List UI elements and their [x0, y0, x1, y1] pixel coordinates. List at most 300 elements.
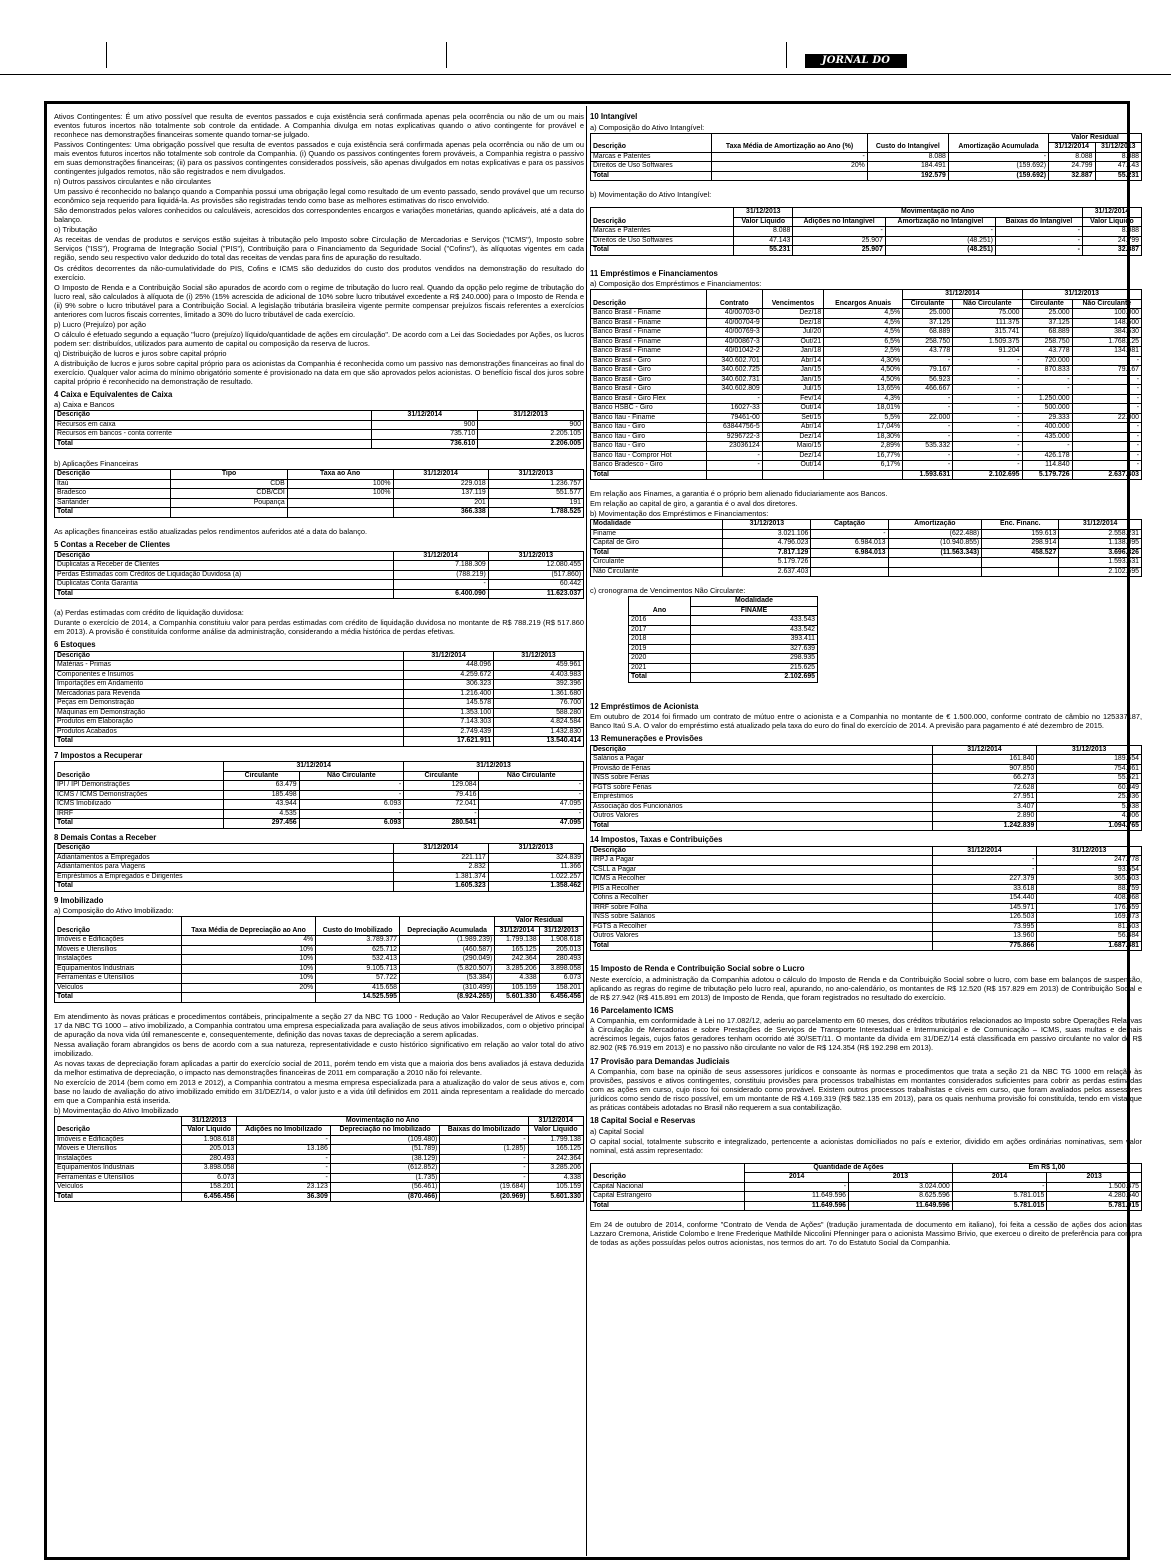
column-header: 31/12/2013 [488, 844, 583, 854]
table-cell: - [903, 423, 953, 433]
paragraph: Os créditos decorrentes da não-cumulatividade do PIS, Cofins e ICMS são deduzidos do custo dos produtos vendidos na demonstração do resultado do exercício. [54, 263, 584, 282]
table-cell: 40/00769-3 [706, 328, 762, 338]
table-cell: - [903, 432, 953, 442]
table-cell: Outros Valores [591, 812, 933, 822]
column-header: 31/12/2014 [1059, 520, 1142, 530]
table-cell: - [479, 809, 584, 819]
table-cell: 13.960 [932, 932, 1037, 942]
table-cell: Total [629, 673, 691, 683]
table-cell: - [952, 1182, 1047, 1192]
table-cell: - [903, 404, 953, 414]
table-cell: 1.788.525 [488, 508, 583, 518]
section-title: 8 Demais Contas a Receber [54, 832, 157, 842]
table-row [55, 781, 584, 791]
table-cell: - [953, 432, 1022, 442]
table-cell: 2.890 [932, 812, 1037, 822]
paragraph: No exercício de 2014 (bem como em 2013 e 2012), a Companhia contratou a mesma empresa especializada para a atualização do valor de seus ativos e, com base no laudo de avaliação do ativo imobilizado emitido em 31/DEZ/14, o valor justo e a vida útil definidos em 2011 ainda representam a realidade do mercado em que a Companhia está inserida. [54, 1077, 584, 1105]
table-cell: Matérias - Primas [55, 661, 404, 671]
table-cell: 4,5% [824, 328, 903, 338]
table-cell: (38.129) [330, 1154, 440, 1164]
table-cell: Banco Itau - Giro [591, 432, 707, 442]
table-row [591, 558, 1142, 568]
table-row [55, 1183, 584, 1193]
table-cell: 5.781.015 [952, 1192, 1047, 1202]
payroll-provisions-table [590, 745, 1142, 832]
table-row [591, 856, 1142, 866]
table-cell: 56.923 [903, 375, 953, 385]
table-cell: - [1072, 461, 1141, 471]
column-header: Tipo [171, 470, 287, 480]
table-cell: 100% [287, 489, 393, 499]
table-cell [811, 558, 888, 568]
table-cell: Mercadorias para Revenda [55, 689, 404, 699]
table-cell: 2020 [629, 654, 691, 664]
table-cell: - [1022, 385, 1072, 395]
table-cell: Dez/18 [762, 309, 823, 319]
column-header: Taxa ao Ano [287, 470, 393, 480]
table-cell: 2,89% [824, 442, 903, 452]
table-cell: 79461-00 [706, 413, 762, 423]
table-cell: - [440, 1135, 528, 1145]
table-cell: Out/14 [762, 404, 823, 414]
section-title: 10 Intangível [590, 112, 638, 121]
table-cell: 6.984.013 [811, 548, 888, 558]
table-cell: Instalações [55, 1154, 182, 1164]
table-cell: - [953, 451, 1022, 461]
table-cell: 435.000 [1022, 432, 1072, 442]
table-cell: 205.013 [539, 945, 583, 955]
subsection-title: a) Composição do Ativo Intangível: [590, 122, 705, 132]
table-cell: 6.456.456 [539, 993, 583, 1003]
table-cell: 11.649.596 [745, 1192, 849, 1202]
table-cell: 306.323 [404, 680, 494, 690]
column-header: 31/12/2013 [723, 520, 811, 530]
table-header-row [55, 651, 584, 661]
table-cell: - [440, 1154, 528, 1164]
column-header: Captação [811, 520, 888, 530]
section-title: 5 Contas a Receber de Clientes [54, 540, 171, 549]
table-cell: - [706, 461, 762, 471]
table-cell: 7.188.309 [393, 561, 488, 571]
table-row [55, 983, 584, 993]
subsection-title: a) Capital Social [590, 1126, 644, 1136]
table-row [55, 964, 584, 974]
table-cell: 32.887 [1049, 171, 1095, 181]
table-cell: 100% [287, 479, 393, 489]
table-cell: - [903, 461, 953, 471]
table-row [55, 800, 584, 810]
table-cell: (109.480) [330, 1135, 440, 1145]
table-cell: - [903, 451, 953, 461]
table-row [55, 863, 584, 873]
table-cell: 9.105.713 [316, 964, 400, 974]
table-cell: 8.625.596 [849, 1192, 953, 1202]
table-cell: - [1072, 375, 1141, 385]
table-cell: IRRF sobre Folha [591, 903, 933, 913]
table-row [591, 941, 1142, 951]
table-cell: Adiantamentos a Empregados [55, 853, 394, 863]
table-cell: 24.799 [1049, 162, 1095, 172]
table-cell: - [953, 375, 1022, 385]
table-cell [762, 470, 823, 480]
table-cell: Capital Nacional [591, 1182, 745, 1192]
section-text: O capital social, totalmente subscrito e integralizado, pertencente a acionistas domiciliados no país e exterior, dividido em ações ordinárias nominativas, sem valor nominal, está assim representado: [590, 1136, 1142, 1155]
right-column [590, 112, 1142, 1248]
table-cell: 1.381.374 [393, 872, 488, 882]
table-cell: - [712, 152, 868, 162]
table-cell [982, 567, 1059, 577]
table-cell: 37.125 [903, 318, 953, 328]
table-cell: 298.935 [691, 654, 818, 664]
intangible-movement-table: Descrição 31/12/2013 Movimentação no Ano 31/12/2014 Valor Líquido Adições no Intangível Amortização no Intangível Baixas do Intangível Valor Líquido Marcas e Patentes 8.088 - - - 8.088 Direitos de Uso Softwares 47.143 25.907 (48.251) - 24.799 Total 55.231 25.907 (48.251) - 32.887 [590, 207, 1142, 256]
column-header: Descrição [591, 745, 933, 755]
table-cell: Total [55, 508, 171, 518]
table-cell: - [995, 246, 1082, 256]
table-cell: INSS sobre Férias [591, 774, 933, 784]
table-row [629, 673, 818, 683]
table-cell: 158.201 [181, 1183, 236, 1193]
table-cell: 2017 [629, 625, 691, 635]
table-cell: - [953, 461, 1022, 471]
table-row [591, 227, 1142, 237]
table-row [55, 1164, 584, 1174]
table-cell: Adiantamentos para Viagens [55, 863, 394, 873]
section-title: 11 Empréstimos e Financiamentos [590, 268, 718, 278]
table-row [591, 162, 1142, 172]
table-cell: - [299, 781, 403, 791]
share-capital-table: Descrição Quantidade de Ações Em R$ 1,00 2014 2013 2014 2013 Capital Nacional - 3.024.000 - 1.500.475 Capital Estrangeiro 11.649.596 8.625.596 5.781.015 4.280.540 Total 11.649.596 11.649.596 5.781.015 5.781.015 [590, 1163, 1142, 1212]
table-cell [287, 498, 393, 508]
table-row [55, 498, 584, 508]
table-cell: 258.750 [903, 337, 953, 347]
table-cell: 8.088 [1049, 152, 1095, 162]
table-header-row [55, 551, 584, 561]
table-cell: 3.789.377 [316, 936, 400, 946]
table-cell: 4.338 [495, 974, 539, 984]
table-cell: 148.500 [1072, 318, 1141, 328]
table-cell: 88.759 [1037, 884, 1142, 894]
table-row [55, 819, 584, 829]
table-cell: 3.898.058 [181, 1164, 236, 1174]
paragraph: Passivos Contingentes: Uma obrigação possível que resulta de eventos passados e cuja existência será confirmada apenas pela ocorrência ou não de um ou mais eventos futuros incertos não totalmente sob controle da Companhia. (i) Quando os passivos contingentes forem prováveis, a Companhia registra o passivo em suas demonstrações financeiras; (ii) para os passivos contingentes considerados possíveis, são apenas divulgados em notas explicativas e para os passivos contingentes julgados remotos, não são registrados e nem divulgados. [54, 140, 584, 177]
column-header: 31/12/2013 [1037, 745, 1142, 755]
table-cell: 4,5% [824, 318, 903, 328]
table-cell: Total [55, 819, 224, 829]
table-cell: 258.750 [1022, 337, 1072, 347]
table-cell: Itaú [55, 479, 171, 489]
table-cell: 242.364 [495, 955, 539, 965]
table-cell: 25.907 [793, 246, 886, 256]
table-cell: Banco Brasil - Giro [591, 366, 707, 376]
column-separator [586, 106, 587, 1556]
table-cell: IRPJ a Pagar [591, 856, 933, 866]
table-row [591, 152, 1142, 162]
table-cell: - [885, 227, 995, 237]
table-cell: - [1072, 442, 1141, 452]
table-cell: 1.138.095 [1059, 539, 1142, 549]
table-cell: 10% [181, 955, 315, 965]
table-cell: 1.242.839 [932, 821, 1037, 831]
section-title: 12 Empréstimos de Acionista [590, 701, 699, 711]
table-cell: 6.093 [299, 800, 403, 810]
table-cell: 1.358.462 [488, 882, 583, 892]
paragraph: Nessa avaliação foram abrangidos os bens de acordo com a sua natureza, representatividade e custo histórico significativo em relação ao valor total do ativo imobilizado. [54, 1039, 584, 1058]
table-cell: 1.509.375 [953, 337, 1022, 347]
table-row [55, 872, 584, 882]
table-cell [712, 171, 868, 181]
table-cell: 6.073 [539, 974, 583, 984]
table-cell: 25.036 [1037, 793, 1142, 803]
table-cell: FGTS sobre Férias [591, 783, 933, 793]
table-cell: 1.094.765 [1037, 821, 1142, 831]
header-rule [0, 74, 1171, 75]
table-cell [824, 470, 903, 480]
table-cell: Empréstimos a Empregados e Dirigentes [55, 872, 394, 882]
table-cell: 2.102.695 [1059, 567, 1142, 577]
fixed-assets-movement-table: Descrição 31/12/2013 Movimentação no Ano 31/12/2014 Valor Líquido Adições no Imobilizado Depreciação no Imobilizado Baixas do Imobilizado Valor Líquido Imóveis e Edificações 1.908.618 - (109.480) - 1.799.138 Móveis e Utensílios 205.013 13.186 (51.789) (1.285) 165.125 Instalações 280.493 - (38.129) - 242.364 Equipamentos Industriais 3.898.058 - (612.852) - 3.285.206 Ferramentas e Utensílios 6.073 - (1.735) - 4.338 Veículos 158.201 23.123 (56.461) (19.684) 105.159 Total 6.456.456 36.309 (870.466) (20.969) 5.601.330 [54, 1116, 584, 1203]
table-row [591, 470, 1142, 480]
table-cell: FGTS a Recolher [591, 922, 933, 932]
paragraph: As receitas de vendas de produtos e serviços estão sujeitas à tributação pelo Imposto sobre Circulação de Mercadorias e Serviços ("ICMS"), Imposto sobre Serviços ("ISS"), Programa de Integração Social ("PIS"), Contribuição para o Financiamento da Seguridade Social ("Cofins"), às alíquotas vigentes em cada região, sendo seu respectivo valor deduzido do total das receitas de vendas para fins de apuração do resultado. [54, 235, 584, 263]
table-row [591, 922, 1142, 932]
section-title: 13 Remunerações e Provisões [590, 734, 703, 744]
table-cell: 11.649.596 [745, 1201, 849, 1211]
paragraph: n) Outros passivos circulantes e não circulantes [54, 177, 211, 187]
table-cell: - [1072, 356, 1141, 366]
table-cell: 8.088 [1082, 227, 1141, 237]
table-cell: Dez/14 [762, 432, 823, 442]
table-cell: 79.416 [404, 790, 479, 800]
table-cell: 4,30% [824, 356, 903, 366]
table-cell: 11.649.596 [849, 1201, 953, 1211]
column-header: Modalidade [591, 520, 723, 530]
paragraph: q) Distribuição de lucros e juros sobre capital próprio [54, 348, 227, 358]
table-row [591, 236, 1142, 246]
table-cell: Jan/15 [762, 366, 823, 376]
table-cell: Imóveis e Edificações [55, 1135, 182, 1145]
table-cell: - [953, 404, 1022, 414]
table-cell: 6,5% [824, 337, 903, 347]
table-cell: 4.403.983 [494, 670, 584, 680]
table-cell: 17,04% [824, 423, 903, 433]
table-cell: 105.159 [528, 1183, 583, 1193]
intro-paragraphs [54, 112, 584, 386]
table-cell: Banco Brasil - Finame [591, 337, 707, 347]
table-cell: 37.125 [1022, 318, 1072, 328]
table-row [591, 1192, 1142, 1202]
table-cell: Máquinas em Demonstração [55, 708, 404, 718]
table-cell: 3.696.326 [1059, 548, 1142, 558]
table-cell: ICMS a Recolher [591, 875, 933, 885]
table-cell: 27.951 [932, 793, 1037, 803]
table-cell [811, 567, 888, 577]
table-row [55, 561, 584, 571]
table-cell: 1.236.757 [488, 479, 583, 489]
table-cell: 10% [181, 964, 315, 974]
cash-table [54, 410, 584, 449]
table-cell: 1.593.631 [1059, 558, 1142, 568]
investments-table [54, 469, 584, 518]
column-header: Descrição [55, 551, 394, 561]
table-cell: - [932, 856, 1037, 866]
table-cell: 1.353.100 [404, 708, 494, 718]
loans-note: Em relação aos Finames, a garantia é o próprio bem alienado fiduciariamente aos Bancos. [590, 489, 888, 499]
table-cell: 4.006 [1037, 812, 1142, 822]
table-cell: Banco HSBC - Giro [591, 404, 707, 414]
table-cell: 91.204 [953, 347, 1022, 357]
table-cell: (1.735) [330, 1173, 440, 1183]
column-header: 31/12/2013 [494, 651, 584, 661]
table-cell: (788.219) [393, 570, 488, 580]
table-cell: Poupança [171, 498, 287, 508]
table-cell: Out/21 [762, 337, 823, 347]
table-cell: Total [591, 941, 933, 951]
table-cell: 63844756-5 [706, 423, 762, 433]
table-cell: 6.093 [299, 819, 403, 829]
table-cell: Não Circulante [591, 567, 723, 577]
table-cell: PIS a Recolher [591, 884, 933, 894]
column-header: 31/12/2013 [478, 411, 584, 421]
column-header: Descrição [591, 846, 933, 856]
table-cell: Banco Brasil - Giro [591, 385, 707, 395]
paragraph: A distribuição de lucros e juros sobre capital próprio para os acionistas da Companhia é reconhecida como um passivo nas demonstrações financeiras ao final do exercício. Qualquer valor acima do mínimo obrigatório somente é provisionado na data em que são aprovados pelos acionistas. O benefício fiscal dos juros sobre capital próprio é reconhecido na demonstração de resultado. [54, 358, 584, 386]
table-cell: 13,65% [824, 385, 903, 395]
table-cell: - [948, 152, 1048, 162]
table-cell: Produtos Acabados [55, 727, 404, 737]
table-cell: 40/00703-0 [706, 309, 762, 319]
table-cell: 47.143 [734, 236, 793, 246]
receivables-note-title: (a) Perdas estimadas com crédito de liquidação duvidosa: [54, 608, 244, 617]
table-cell: 137.119 [393, 489, 488, 499]
table-cell: - [953, 442, 1022, 452]
table-cell: 43.944 [224, 800, 299, 810]
paragraph: O cálculo é efetuado segundo a equação "lucro (prejuízo) líquido/quantidade de ações em circulação". De acordo com a Lei das Sociedades por Ações, os lucros podem ser: distribuídos, utilizados para aumento de capital ou composição da reserva de lucros. [54, 329, 584, 348]
table-cell: - [953, 413, 1022, 423]
table-cell: Total [55, 737, 404, 747]
left-column [54, 112, 584, 1205]
section-title: 18 Capital Social e Reservas [590, 1116, 696, 1126]
table-cell: 400.000 [1022, 423, 1072, 433]
table-row [591, 812, 1142, 822]
paragraph: Ativos Contingentes: É um ativo possível que resulta de eventos passados e cuja existência será confirmada apenas pela ocorrência ou não de um ou mais eventos futuros incertos não totalmente sob controle da entidade. A Companhia divulga em notas explicativas quando o ativo contingente for provável e reconhece nas demonstrações financeiras somente quando tornar-se julgado. [54, 112, 584, 140]
table-cell [706, 470, 762, 480]
table-cell: 43.778 [1022, 347, 1072, 357]
table-cell: 870.833 [1022, 366, 1072, 376]
table-cell: 63.479 [224, 781, 299, 791]
table-cell: 145.578 [404, 699, 494, 709]
table-cell: 366.338 [393, 508, 488, 518]
table-cell: 3.407 [932, 802, 1037, 812]
table-cell: ICMS / ICMS Demonstrações [55, 790, 224, 800]
table-cell: - [299, 809, 403, 819]
table-cell: Móveis e Utensílios [55, 945, 182, 955]
table-row [55, 508, 584, 518]
table-cell: Total [591, 470, 707, 480]
paragraph: o) Tributação [54, 225, 98, 235]
table-row [591, 1201, 1142, 1211]
loans-table: Descrição Contrato Vencimentos Encargos Anuais 31/12/2014 31/12/2013 Circulante Não Circulante Circulante Não Circulante Banco Brasil - Finame 40/00703-0 Dez/18 4,5% 25.000 75.000 25.000 100.000 Banco Brasil - Finame 40/00704-9 Dez/18 4,5% 37.125 111.375 37.125 148.500 Banco Brasil - Finame 40/00769-3 Jul/20 4,5% 68.889 315.741 68.889 384.630 Banco Brasil - Finame 40/00867-3 Out/21 6,5% 258.750 1.509.375 258.750 1.768.125 Banco Brasil - Finame 40/01042-2 Jan/18 2,5% 43.778 91.204 43.778 134.981 Banco Brasil - Giro 340.602.701 Abr/14 4,30% - - 720.000 - Banco Brasil - Giro 340.602.725 Jan/15 4,50% 79.167 - 870.833 79.167 Banco Brasil - Giro 340.602.731 Jan/15 4,50% 56.923 - - - Banco Brasil - Giro 340.602.809 Jul/15 13,65% 466.667 - - - Banco Brasil - Giro Flex - Fev/14 4,3% - - 1.250.000 - Banco HSBC - Giro 16027-33 Out/14 18,01% - - 500.000 - Banco Itau - Finame 79461-00 Set/15 5,5% 22.000 - 29.333 22.000 Banco Itau - Giro 63844756-5 Abr/14 17,04% - - 400.000 - Banco Itau - Giro 9296722-3 Dez/14 18,30% - - 435.000 - Banco Itau - Giro 23036124 Maio/15 2,89% 535.332 - - - Banco Itau - Compror Hot - Dez/14 16,77% - - 426.178 - Banco Bradesco - Giro - Out/14 6,17% - - 114.840 - Total 1.593.631 2.102.695 5.179.726 2.637.403 [590, 289, 1142, 480]
table-cell: - [1072, 404, 1141, 414]
table-cell: Total [55, 439, 372, 449]
table-cell: 68.889 [903, 328, 953, 338]
table-row [591, 413, 1142, 423]
table-cell: Perdas Estimadas com Créditos de Liquidação Duvidosa (a) [55, 570, 394, 580]
table-cell: 720.000 [1022, 356, 1072, 366]
table-cell: 5.179.726 [1022, 470, 1072, 480]
table-cell: Santander [55, 498, 171, 508]
table-cell: 2.102.695 [953, 470, 1022, 480]
table-cell: (56.461) [330, 1183, 440, 1193]
table-cell: - [903, 394, 953, 404]
table-row [591, 246, 1142, 256]
table-cell: 1.687.481 [1037, 941, 1142, 951]
table-cell: - [479, 781, 584, 791]
table-cell: Outros Valores [591, 932, 933, 942]
table-cell: Abr/14 [762, 356, 823, 366]
table-cell: 12.080.455 [488, 561, 583, 571]
table-cell: Equipamentos Industriais [55, 1164, 182, 1174]
table-row [591, 356, 1142, 366]
table-cell: Instalações [55, 955, 182, 965]
table-cell: Total [55, 1192, 182, 1202]
table-cell: 192.579 [867, 171, 948, 181]
table-cell: Jul/20 [762, 328, 823, 338]
page-header [0, 0, 1171, 96]
table-cell: Finame [591, 529, 723, 539]
table-row [591, 865, 1142, 875]
table-cell: Peças em Demonstração [55, 699, 404, 709]
table-cell: 13.186 [237, 1145, 330, 1155]
table-cell: 56.484 [1037, 932, 1142, 942]
table-cell: 3.285.206 [495, 964, 539, 974]
table-cell: Total [591, 1201, 745, 1211]
table-cell: Total [591, 821, 933, 831]
table-cell: Total [55, 993, 182, 1003]
section-title: 7 Impostos a Recuperar [54, 750, 143, 760]
table-cell: 114.840 [1022, 461, 1072, 471]
table-cell: 93.654 [1037, 865, 1142, 875]
table-cell: 169.073 [1037, 913, 1142, 923]
table-cell: - [1072, 385, 1141, 395]
table-cell: - [440, 1164, 528, 1174]
table-cell: 11.366 [488, 863, 583, 873]
column-header: 31/12/2013 [488, 551, 583, 561]
table-cell: 7.143.303 [404, 718, 494, 728]
table-cell: 72.628 [932, 783, 1037, 793]
table-cell: (19.684) [440, 1183, 528, 1193]
table-cell: 775.866 [932, 941, 1037, 951]
table-cell: - [706, 394, 762, 404]
table-cell: 280.541 [404, 819, 479, 829]
table-cell [181, 993, 315, 1003]
table-cell: 79.167 [1072, 366, 1141, 376]
table-cell: 105.159 [495, 983, 539, 993]
table-cell: - [299, 790, 403, 800]
table-row [55, 853, 584, 863]
table-cell: 393.411 [691, 635, 818, 645]
table-cell: 415.658 [316, 983, 400, 993]
table-cell: 340.602.809 [706, 385, 762, 395]
table-cell: Total [55, 589, 394, 599]
table-row [591, 913, 1142, 923]
section-title: 4 Caixa e Equivalentes de Caixa [54, 389, 173, 399]
table-cell: 1.605.323 [393, 882, 488, 892]
table-cell: - [479, 790, 584, 800]
table-row [55, 1135, 584, 1145]
table-cell: - [1072, 432, 1141, 442]
table-row [591, 328, 1142, 338]
table-cell: 73.995 [932, 922, 1037, 932]
